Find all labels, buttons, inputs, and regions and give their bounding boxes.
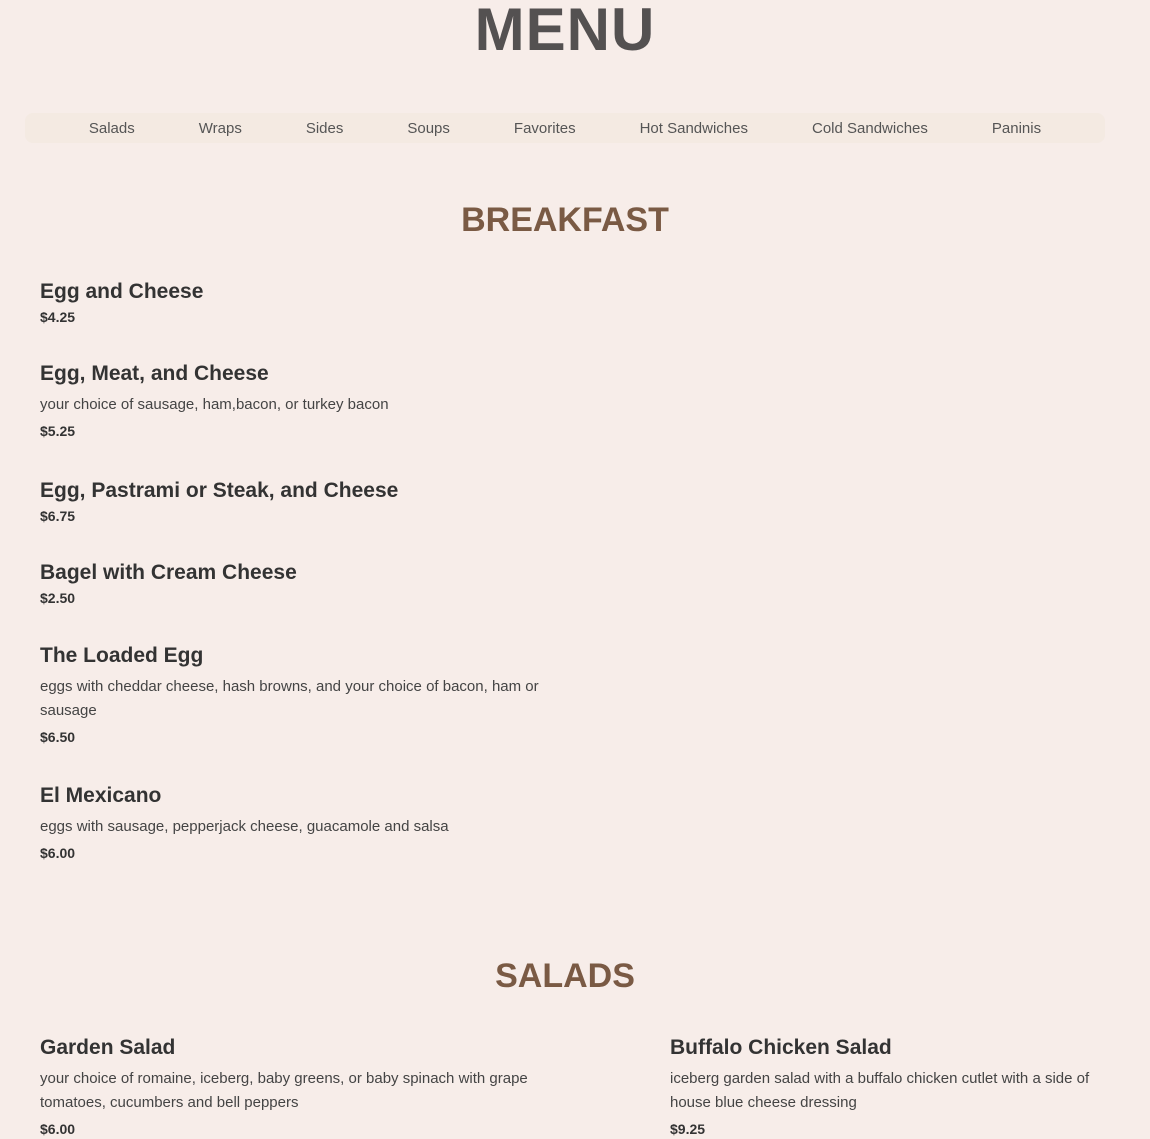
nav-link-cold-sandwiches[interactable]: Cold Sandwiches — [812, 119, 928, 137]
item-description: eggs with sausage, pepperjack cheese, guacamole and salsa — [40, 818, 449, 835]
nav-link-sides[interactable]: Sides — [305, 119, 344, 137]
item-name: Buffalo Chicken Salad — [670, 1036, 892, 1059]
item-price: $5.25 — [40, 423, 76, 439]
menu-item — [40, 643, 560, 747]
page-title: MENU — [474, 0, 656, 63]
nav-link-wraps[interactable]: Wraps — [198, 119, 242, 137]
item-price: $6.00 — [40, 1121, 76, 1137]
item-name: Garden Salad — [40, 1036, 176, 1059]
item-name: El Mexicano — [40, 784, 162, 807]
menu-item — [40, 560, 560, 608]
item-price: $9.25 — [670, 1121, 706, 1137]
item-description: eggs with cheddar cheese, hash browns, and your choice of bacon, ham or sausage — [40, 678, 539, 719]
item-price: $6.75 — [40, 508, 76, 524]
menu-item — [40, 478, 560, 526]
item-price: $6.50 — [40, 729, 76, 745]
nav-link-favorites[interactable]: Favorites — [513, 119, 576, 137]
item-name: Bagel with Cream Cheese — [40, 561, 297, 584]
menu-item — [40, 279, 560, 327]
item-price: $2.50 — [40, 590, 76, 606]
item-price: $6.00 — [40, 845, 76, 861]
item-name: Egg, Meat, and Cheese — [40, 362, 269, 385]
menu-item — [40, 783, 560, 863]
item-description: your choice of romaine, iceberg, baby greens, or baby spinach with grape tomatoes, cucumbers and bell peppers — [40, 1070, 528, 1111]
item-name: The Loaded Egg — [40, 644, 204, 667]
nav-link-soups[interactable]: Soups — [407, 119, 450, 137]
nav-link-hot-sandwiches[interactable]: Hot Sandwiches — [639, 119, 748, 137]
item-name: Egg, Pastrami or Steak, and Cheese — [40, 479, 399, 502]
section-title-salads: SALADS — [495, 957, 635, 995]
menu-item — [40, 1035, 560, 1139]
item-description: iceberg garden salad with a buffalo chicken cutlet with a side of house blue cheese dressing — [670, 1070, 1090, 1111]
item-price: $4.25 — [40, 309, 76, 325]
menu-item — [40, 361, 560, 441]
category-nav — [25, 113, 1105, 143]
nav-link-paninis[interactable]: Paninis — [991, 119, 1042, 137]
section-title-breakfast: BREAKFAST — [461, 201, 669, 239]
nav-link-salads[interactable]: Salads — [88, 119, 135, 137]
menu-item — [670, 1035, 1090, 1139]
item-description: your choice of sausage, ham,bacon, or turkey bacon — [40, 396, 389, 413]
item-name: Egg and Cheese — [40, 280, 204, 303]
